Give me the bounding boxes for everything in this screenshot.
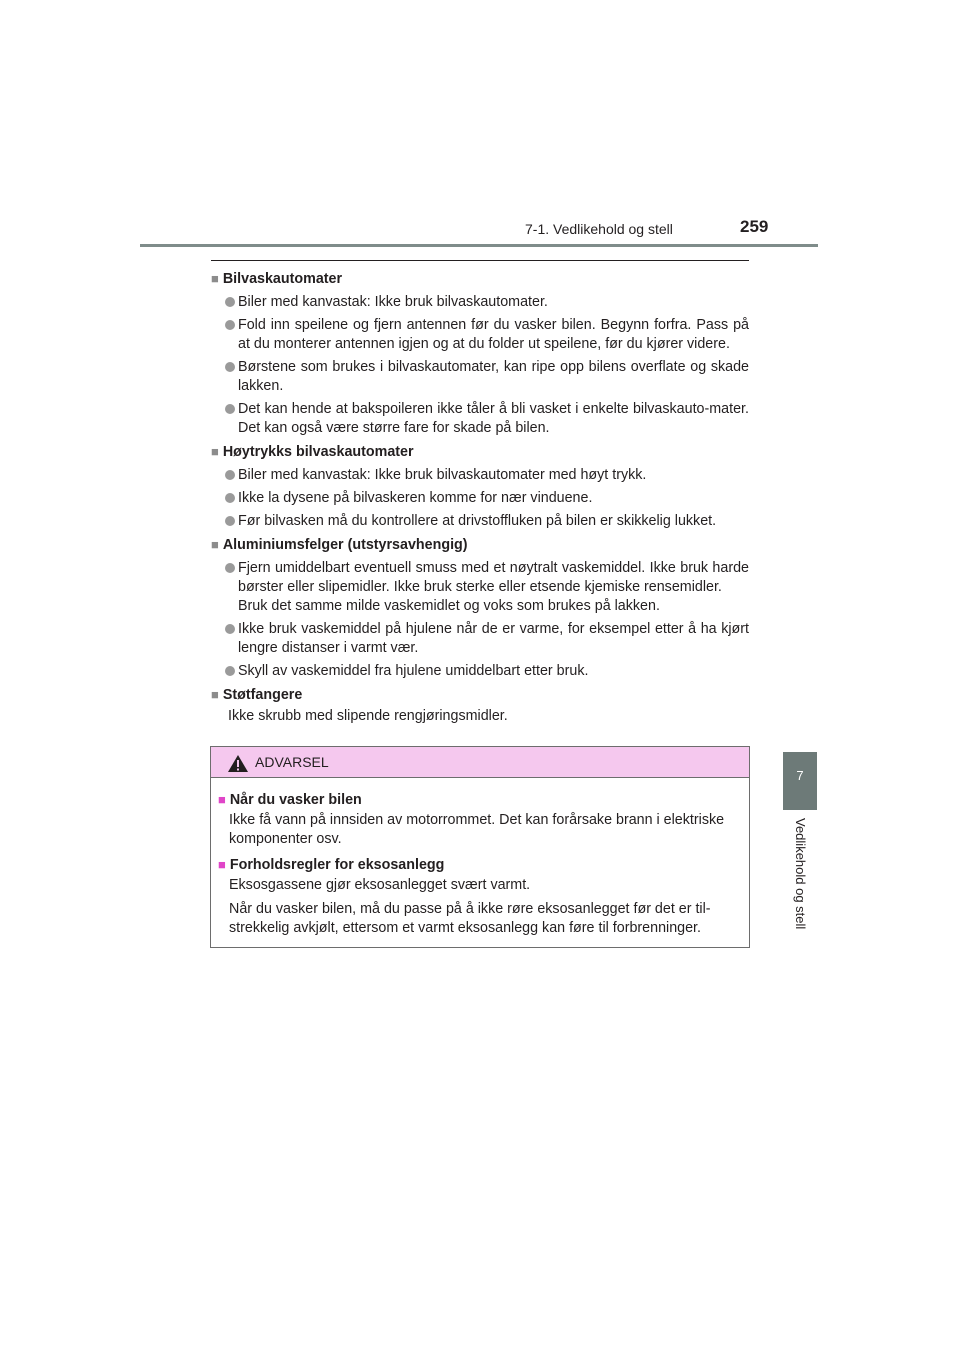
- section-text: Ikke skrubb med slipende rengjøringsmidler.: [228, 708, 508, 724]
- chapter-label-text: Vedlikehold og stell: [793, 818, 808, 930]
- warning-title: ADVARSEL: [255, 754, 329, 770]
- square-bullet-icon: ■: [218, 857, 226, 872]
- list-item: Biler med kanvastak: Ikke bruk bilvaskautomater.: [211, 293, 749, 312]
- round-bullet-icon: [225, 297, 235, 307]
- list-item: Det kan hende at bakspoileren ikke tåler å bli vasket i enkelte bilvaskauto-mater. Det kan også være større fare for skade på bilen.: [211, 400, 749, 438]
- round-bullet-icon: [225, 563, 235, 573]
- round-bullet-icon: [225, 624, 235, 634]
- warning-body: [211, 778, 749, 938]
- content-rule: [211, 260, 749, 261]
- square-bullet-icon: ■: [211, 687, 219, 702]
- warning-header: [211, 747, 749, 778]
- section-heading: ■ Høytrykks bilvaskautomater: [211, 444, 414, 460]
- warning-item-heading: ■ Forholdsregler for eksosanlegg: [218, 857, 445, 873]
- list-item: Før bilvasken må du kontrollere at drivstoffluken på bilen er skikkelig lukket.: [211, 512, 749, 531]
- square-bullet-icon: ■: [218, 792, 226, 807]
- warning-box: [210, 746, 750, 948]
- warning-item-heading: ■ Når du vasker bilen: [218, 792, 362, 808]
- main-content: [211, 265, 749, 726]
- square-bullet-icon: ■: [211, 271, 219, 286]
- warning-item-text: Ikke få vann på innsiden av motorrommet. Det kan forårsake brann i elektriske komponenter osv.: [229, 812, 725, 847]
- round-bullet-icon: [225, 516, 235, 526]
- list-item: Fold inn speilene og fjern antennen før du vasker bilen. Begynn forfra. Pass på at du monterer antennen igjen og at du folder ut speilene, før du kjører videre.: [211, 316, 749, 354]
- round-bullet-icon: [225, 666, 235, 676]
- square-bullet-icon: ■: [211, 444, 219, 459]
- list-item: Biler med kanvastak: Ikke bruk bilvaskautomater med høyt trykk.: [211, 466, 749, 485]
- round-bullet-icon: [225, 320, 235, 330]
- section-heading: ■ Støtfangere: [211, 687, 303, 703]
- round-bullet-icon: [225, 404, 235, 414]
- chapter-tab: [783, 752, 817, 810]
- page-number: 259: [740, 217, 769, 236]
- round-bullet-icon: [225, 362, 235, 372]
- round-bullet-icon: [225, 493, 235, 503]
- section-heading: ■ Bilvaskautomater: [211, 271, 343, 287]
- list-item: Ikke bruk vaskemiddel på hjulene når de er varme, for eksempel etter å ha kjørt lengre distanser i varmt vær.: [211, 620, 749, 658]
- list-item: Børstene som brukes i bilvaskautomater, kan ripe opp bilens overflate og skade lakken.: [211, 358, 749, 396]
- header-rule: [140, 244, 818, 247]
- warning-item-text: Når du vasker bilen, må du passe på å ikke røre eksosanlegget før det er til-strekkelig avkjølt, ettersom et varmt eksosanlegg kan føre til forbrenninger.: [229, 901, 711, 936]
- list-item: Skyll av vaskemiddel fra hjulene umiddelbart etter bruk.: [211, 662, 749, 681]
- warning-triangle-icon: [227, 754, 249, 773]
- list-item: Ikke la dysene på bilvaskeren komme for nær vinduene.: [211, 489, 749, 508]
- section-heading: ■ Aluminiumsfelger (utstyrsavhengig): [211, 537, 468, 553]
- round-bullet-icon: [225, 470, 235, 480]
- header-section-title: 7-1. Vedlikehold og stell: [525, 221, 673, 237]
- chapter-number: 7: [796, 768, 804, 783]
- warning-item-text: Eksosgassene gjør eksosanlegget svært varmt.: [229, 877, 531, 893]
- square-bullet-icon: ■: [211, 537, 219, 552]
- list-item: Fjern umiddelbart eventuell smuss med et nøytralt vaskemiddel. Ikke bruk harde børster eller slipemidler. Ikke bruk sterke eller etsende kjemiske rensemidler. Bruk det samme milde vaskemidlet og voks som brukes på lakken.: [211, 559, 749, 616]
